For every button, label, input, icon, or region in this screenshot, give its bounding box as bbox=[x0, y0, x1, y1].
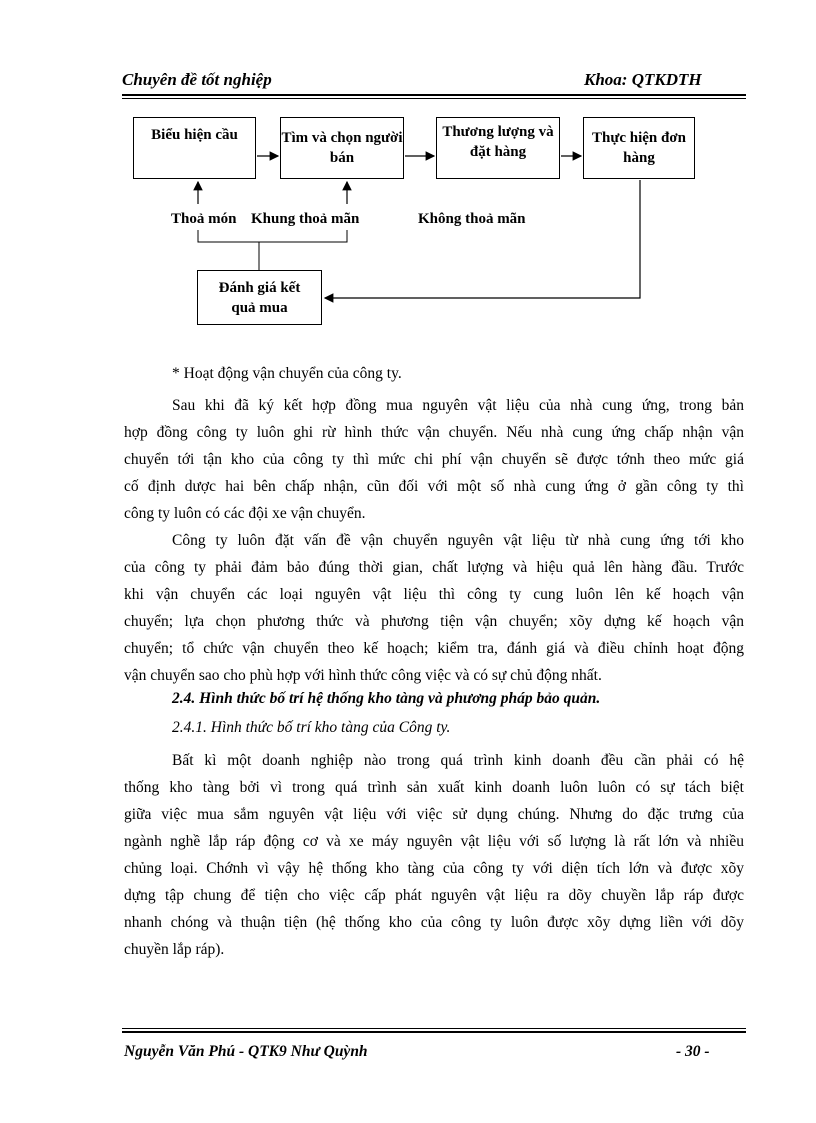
p3-line: nhanh chóng và thuận tiện (hệ thống kho của công ty luôn được xõy dựng liền với dõy bbox=[124, 914, 744, 931]
flow-connectors bbox=[0, 0, 816, 360]
header-department: Khoa: QTKDTH bbox=[584, 70, 702, 89]
p1-line: công ty luôn có các đội xe vận chuyển. bbox=[124, 505, 366, 522]
p3-line: chuyền lắp ráp). bbox=[124, 941, 225, 958]
label-khung-thoa-man: Khung thoả mãn bbox=[251, 211, 360, 227]
p2-line: của công ty phải đảm bảo đúng thời gian, chất lượng và hiệu quả lên hàng đầu. Trước bbox=[124, 559, 744, 576]
heading-2-4-1: 2.4.1. Hình thức bố trí kho tàng của Công ty. bbox=[172, 719, 451, 736]
flow-box-tim-va-chon: Tìm và chọn người bán bbox=[280, 117, 404, 179]
paragraph-2 bbox=[124, 527, 744, 689]
p3-line: giữa việc mua sắm nguyên vật liệu với việc sử dụng chúng. Nhưng do đặc trưng của bbox=[124, 806, 744, 823]
flow-box-danh-gia: Đánh giá kết quả mua bbox=[197, 270, 322, 325]
footer-author: Nguyễn Văn Phú - QTK9 Như Quỳnh bbox=[124, 1043, 368, 1060]
p1-line: chuyển tới tận kho của công ty thì mức chi phí vận chuyển sẽ được tớnh theo mức giá bbox=[124, 451, 744, 468]
label-thoa-mon: Thoả món bbox=[171, 211, 237, 227]
footer-rule-thick bbox=[122, 1031, 746, 1033]
p3-line: chủng loại. Chớnh vì vậy hệ thống kho tàng của công ty với diện tích lớn và được xõy bbox=[124, 860, 744, 877]
p3-line: Bất kì một doanh nghiệp nào trong quá trình kinh doanh đều cần phải có hệ bbox=[172, 752, 744, 769]
flow-box-bieu-hien-cau: Biểu hiện cầu bbox=[133, 117, 256, 179]
footer-rule-thin bbox=[122, 1028, 746, 1029]
flow-box-thuc-hien: Thực hiện đơn hàng bbox=[583, 117, 695, 179]
arrow-4-to-5 bbox=[325, 180, 640, 298]
flow-box-thuong-luong: Thương lượng và đặt hàng bbox=[436, 117, 560, 179]
paragraph-1 bbox=[124, 392, 744, 527]
header-title: Chuyên đề tốt nghiệp bbox=[122, 70, 272, 89]
p3-line: thống kho tàng bởi vì trong quá trình sản xuất kinh doanh luôn luôn có sự tách biệt bbox=[124, 779, 744, 796]
p2-line: Công ty luôn đặt vấn đề vận chuyển nguyên vật liệu từ nhà cung ứng tới kho bbox=[172, 532, 744, 549]
p2-line: khi vận chuyển các loại nguyên vật liệu thì công ty cung luôn lên kế hoạch vận bbox=[124, 586, 744, 603]
page-number: - 30 - bbox=[676, 1043, 710, 1060]
heading-2-4: 2.4. Hình thức bố trí hệ thống kho tàng và phương pháp bảo quản. bbox=[172, 690, 601, 707]
p1-line: Sau khi đã ký kết hợp đồng mua nguyên vật liệu của nhà cung ứng, trong bản bbox=[172, 397, 744, 414]
p3-line: ngành nghề lắp ráp động cơ và xe máy nguyên vật liệu với số lượng là rất lớn và nhiều bbox=[124, 833, 744, 850]
p2-line: chuyển; lựa chọn phương thức và phương tiện vận chuyển; xõy dựng kế hoạch vận bbox=[124, 613, 744, 630]
section-note: * Hoạt động vận chuyển của công ty. bbox=[172, 365, 402, 382]
feedback-bracket bbox=[198, 230, 347, 242]
label-khong-thoa-man: Không thoả mãn bbox=[418, 211, 526, 227]
p2-line: chuyển; tổ chức vận chuyển theo kế hoạch; kiểm tra, đánh giá và điều chỉnh hoạt động bbox=[124, 640, 744, 657]
p3-line: dựng tập chung để tiện cho việc cấp phát nguyên vật liệu ra dõy chuyền lắp ráp được bbox=[124, 887, 744, 904]
p1-line: cố định dược hai bên chấp nhận, cũn đối với một số nhà cung ứng ở gần công ty thì bbox=[124, 478, 744, 495]
paragraph-3 bbox=[124, 747, 744, 963]
p2-line: vận chuyển sao cho phù hợp với hình thức công việc và có sự chủ động nhất. bbox=[124, 667, 602, 684]
p1-line: hợp đồng công ty luôn ghi rừ hình thức vận chuyển. Nếu nhà cung ứng chấp nhận vận bbox=[124, 424, 744, 441]
